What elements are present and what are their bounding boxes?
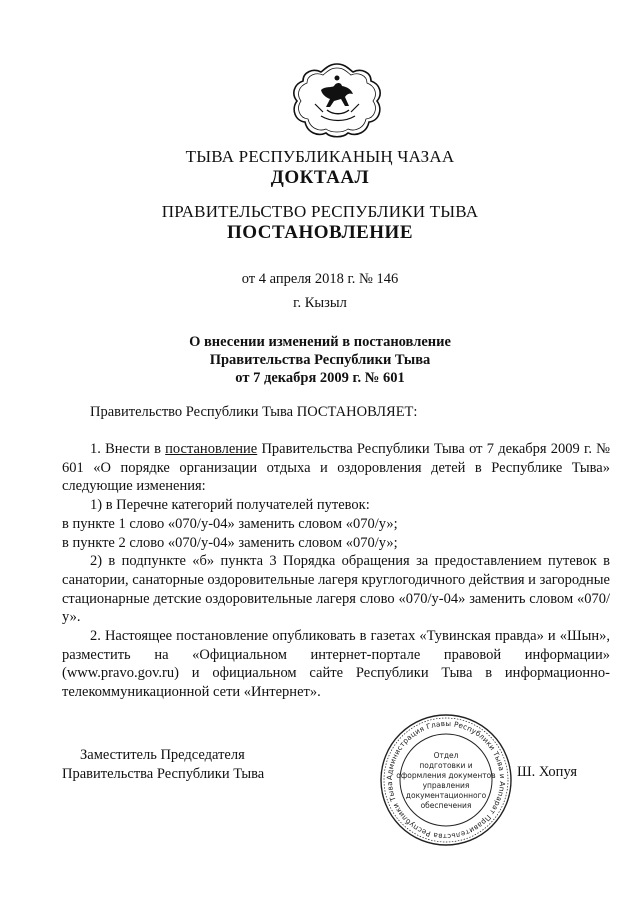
header-tyva-line1: ТЫВА РЕСПУБЛИКАНЫҢ ЧАЗАА — [185, 147, 455, 166]
paragraph-1-2: 2) в подпункте «б» пункта 3 Порядка обращения за предоставлением путевок в санатории, санаторные оздоровительные лагеря круглогодичного действия и загородные стационарные детские оздоровительные лагеря слово «070/у-04» заменить словом «070/у». — [62, 553, 610, 626]
doc-title-line3: от 7 декабря 2009 г. № 601 — [235, 370, 405, 386]
p1-prefix: 1. Внести в — [90, 441, 166, 457]
p1-rest: Правительства Республики Тыва от 7 декабря 2009 г. № 601 «О порядке организации отдыха и оздоровления детей в Республике Тыва» следующие изменения: — [62, 441, 611, 495]
preamble — [62, 403, 610, 422]
paragraph-1-1a: в пункте 1 слово «070/у-04» заменить словом «070/у»; — [62, 515, 398, 532]
seal-center-line2: подготовки и — [419, 761, 473, 770]
seal-center-line5: документационного — [405, 791, 487, 800]
preamble-text: Правительство Республики Тыва ПОСТАНОВЛЯЕТ: — [90, 404, 418, 420]
header-ru-line1: ПРАВИТЕЛЬСТВО РЕСПУБЛИКИ ТЫВА — [161, 202, 479, 221]
resolution-link[interactable]: постановление — [165, 441, 258, 457]
header-ru-line2: ПОСТАНОВЛЕНИЕ — [226, 222, 414, 243]
doc-date-number: от 4 апреля 2018 г. № 146 — [241, 271, 399, 287]
doc-title-line1: О внесении изменений в постановление — [189, 334, 451, 350]
seal-center-line3: оформления документов — [396, 771, 496, 780]
paragraph-2: 2. Настоящее постановление опубликовать в газетах «Тувинская правда» и «Шын», разместить на «Официальном интернет-портале правовой информации» (www.pravo.gov.ru) и официальном сайте Республики Тыва в информационно-телекоммуникационной сети «Интернет». — [62, 628, 610, 701]
official-seal-stamp — [378, 712, 514, 848]
paragraph-1-1b: в пункте 2 слово «070/у-04» заменить словом «070/у»; — [62, 534, 398, 551]
seal-ring-text: Администрация Главы Республики Тыва и Аппарат Правительства Республики Тыва — [384, 718, 508, 842]
seal-center-line6: обеспечения — [420, 801, 472, 810]
seal-center-line4: управления — [422, 781, 470, 790]
document-body — [62, 440, 610, 702]
doc-title-line2: Правительства Республики Тыва — [209, 352, 431, 368]
signer-position-line2: Правительства Республики Тыва — [62, 766, 265, 782]
doc-city: г. Кызыл — [293, 295, 347, 311]
paragraph-1 — [62, 440, 610, 496]
header-tyva-line2: ДОКТААЛ — [270, 167, 370, 188]
republic-emblem-icon — [287, 60, 387, 140]
signer-name: Ш. Хопуя — [517, 764, 578, 780]
paragraph-1-1: 1) в Перечне категорий получателей путевок: — [90, 497, 370, 514]
seal-center-line1: Отдел — [433, 751, 459, 760]
signer-position-line1: Заместитель Председателя — [80, 747, 245, 763]
